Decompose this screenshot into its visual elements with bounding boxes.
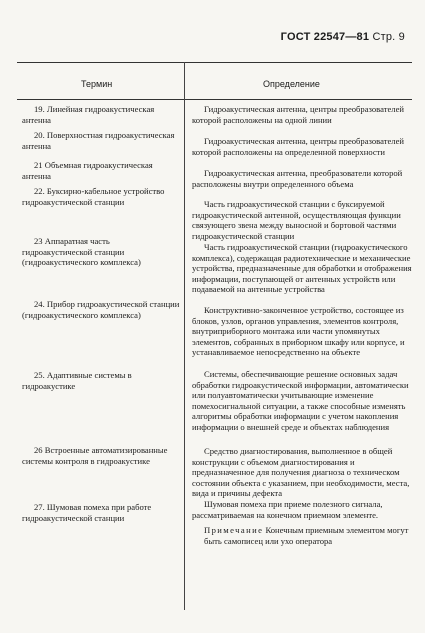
table-top-rule	[17, 62, 412, 63]
term-23: 23 Аппаратная часть гидроакустической станции (гидроакустического комплекса)	[22, 236, 141, 268]
table-header-rule	[17, 99, 412, 100]
term-24: 24. Прибор гидроакустической станции (гидроакустического комплекса)	[22, 299, 180, 320]
definition-27: Шумовая помеха при приеме полезного сигнала, рассматриваемая на конечном приемном элементе.	[192, 499, 383, 520]
term-19: 19. Линейная гидроакустическая антенна	[22, 104, 155, 125]
term-21: 21 Объемная гидроакустическая антенна	[22, 160, 153, 181]
definition-19: Гидроакустическая антенна, центры преобразователей которой расположены на одной линии	[192, 104, 404, 125]
note-label: Примечание	[204, 525, 264, 535]
definition-26: Средство диагностирования, выполненное в общей конструкции с объемом диагностирования и предназначенное для получения диагноза о техническом состоянии объекта с указанием, при необходимости, места, вида и причины дефекта	[192, 446, 410, 499]
term-26: 26 Встроенные автоматизированные системы контроля в гидроакустике	[22, 445, 168, 466]
note-text: Конечным приемным элементом могут быть самописец или ухо оператора	[204, 525, 409, 546]
definition-24: Конструктивно-законченное устройство, состоящее из блоков, узлов, органов управления, элементов контроля, внутриприборного монтажа или части упомянутых элементов, собранных в приборном шкафу или корпусе, и устанавливаемое непосредственно на объекте	[192, 305, 405, 358]
term-20: 20. Поверхностная гидроакустическая антенна	[22, 130, 175, 151]
standard-code: ГОСТ 22547—81	[280, 31, 370, 43]
page-number: Стр. 9	[372, 31, 405, 43]
page-header	[281, 31, 405, 43]
column-divider	[184, 62, 185, 610]
definition-note	[192, 525, 412, 546]
term-column-heading: Термин	[81, 79, 113, 89]
term-27: 27. Шумовая помеха при работе гидроакустической станции	[22, 502, 152, 523]
definition-25: Системы, обеспечивающие решение основных задач обработки гидроакустической информации, автоматически или полуавтоматически учитывающие изменение помехосигнальной ситуации, а также способные изменять алгоритмы обработки информации с учетом накопления информации о внешней среде и объектах наблюдения	[192, 369, 409, 432]
definition-21: Гидроакустическая антенна, преобразователи которой расположены внутри определенного объема	[192, 168, 403, 189]
definition-23: Часть гидроакустической станции (гидроакустического комплекса), содержащая радиотехнические и механические устройства, предназначенные для обработки и отображения информации, поступающей от антенных устройств или подаваемой на антенные устройства	[192, 242, 412, 295]
term-22: 22. Буксирно-кабельное устройство гидроакустической станции	[22, 186, 165, 207]
definition-22: Часть гидроакустической станции с буксируемой гидроакустической антенной, осуществляющая функции связующего звена между выносной и бортовой частями гидроакустической станции	[192, 199, 401, 241]
term-25: 25. Адаптивные системы в гидроакустике	[22, 370, 132, 391]
definition-column-heading: Определение	[263, 79, 320, 89]
definition-20: Гидроакустическая антенна, центры преобразователей которой расположены на определенной поверхности	[192, 136, 404, 157]
